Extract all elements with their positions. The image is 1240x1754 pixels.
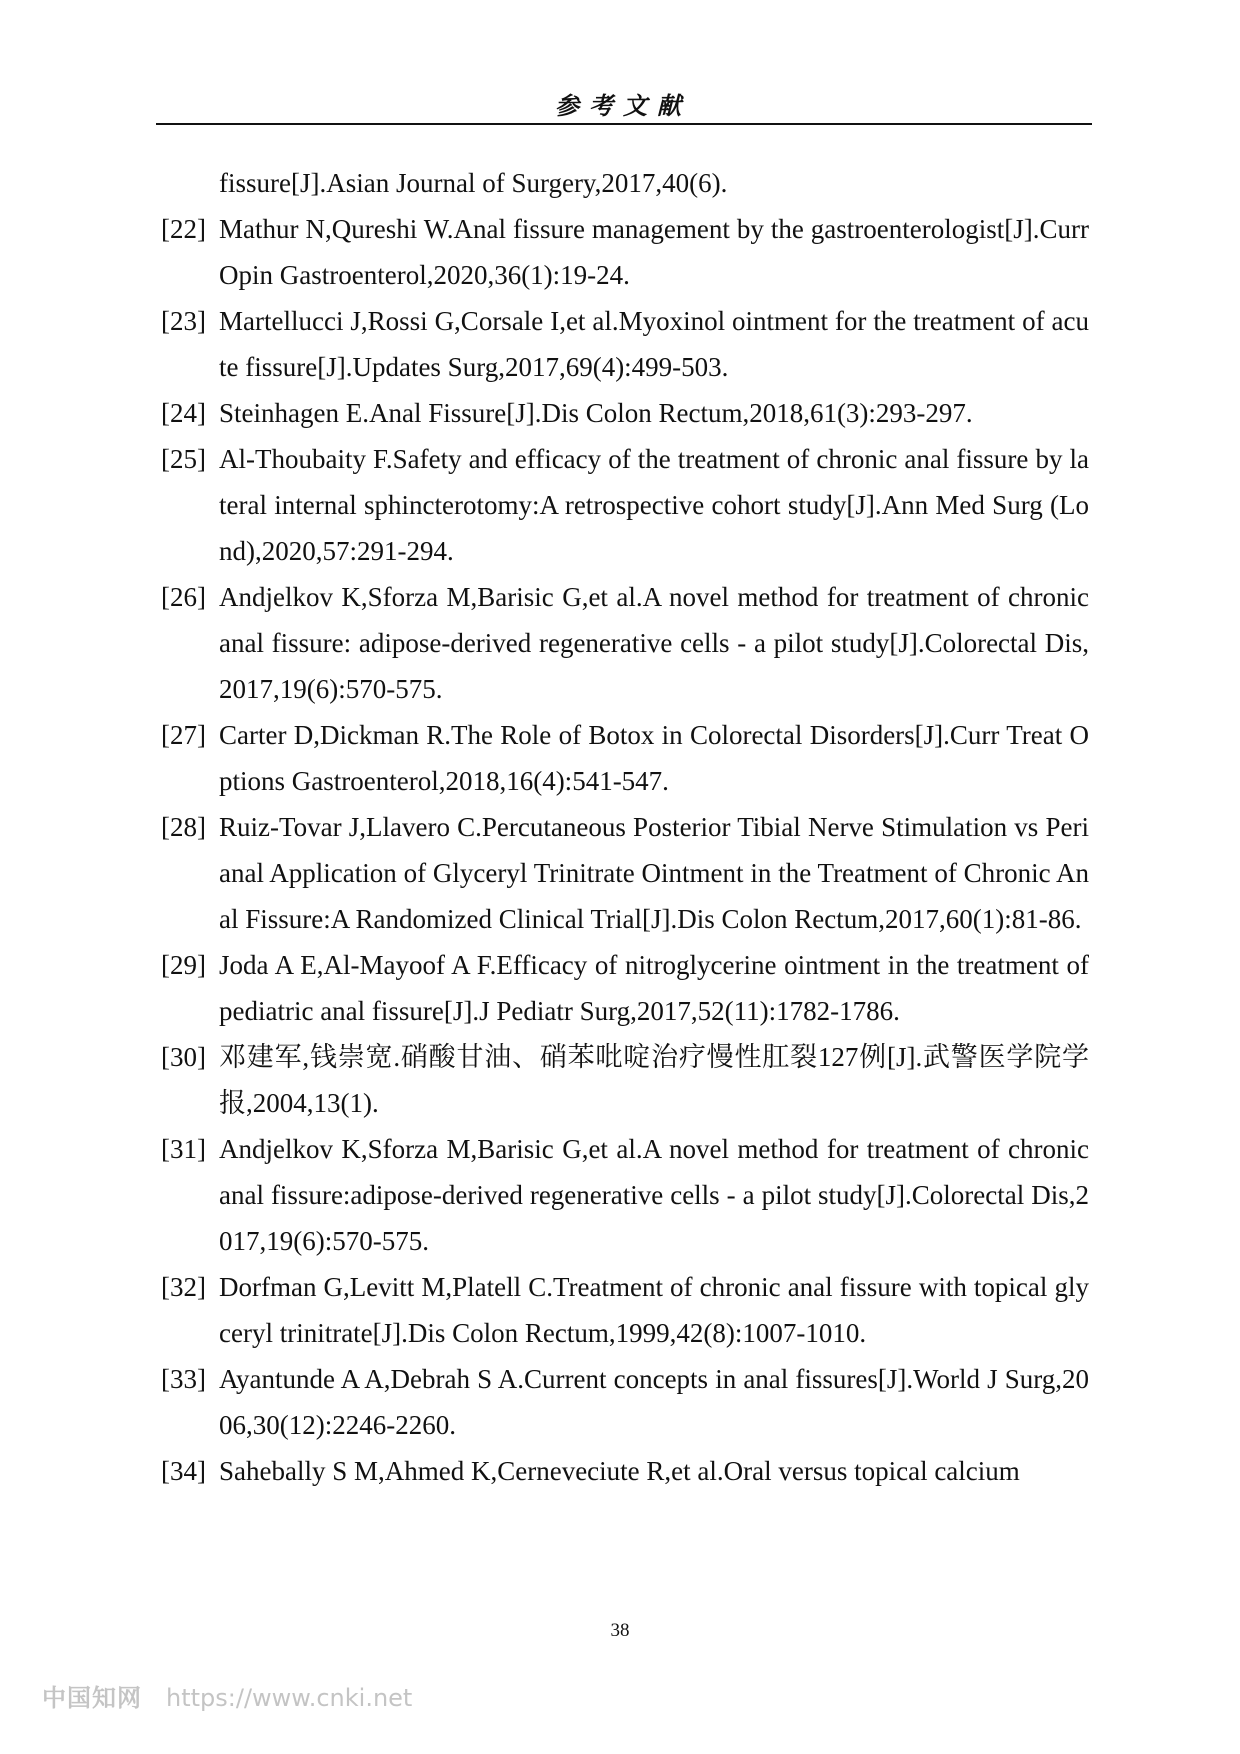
reference-item [0, 1126, 1240, 1264]
reference-number: [27] [161, 720, 206, 750]
reference-number: [34] [161, 1456, 206, 1486]
reference-list [0, 160, 1240, 1494]
reference-number: [23] [161, 306, 206, 336]
page-number: 38 [610, 1620, 630, 1641]
reference-item [0, 942, 1240, 1034]
reference-item [0, 436, 1240, 574]
reference-item [0, 574, 1240, 712]
reference-text: Dorfman G,Levitt M,Platell C.Treatment of chronic anal fissure with topical glyceryl trinitrate[J].Dis Colon Rectum,1999,42(8):1007-1010. [219, 1272, 1089, 1348]
reference-text: Andjelkov K,Sforza M,Barisic G,et al.A novel method for treatment of chronic anal fissure:adipose-derived regenerative cells - a pilot study[J].Colorectal Dis,2017,19(6):570-575. [219, 1134, 1089, 1256]
cnki-url: https://www.cnki.net [166, 1684, 413, 1712]
cnki-watermark [42, 1678, 412, 1713]
reference-item [0, 712, 1240, 804]
reference-number: [28] [161, 812, 206, 842]
reference-item [0, 804, 1240, 942]
reference-item [0, 1448, 1240, 1494]
reference-item [0, 1034, 1240, 1126]
reference-text: Andjelkov K,Sforza M,Barisic G,et al.A novel method for treatment of chronic anal fissure: adipose-derived regenerative cells - a pilot study[J].Colorectal Dis,2017,19(6):570-575. [219, 582, 1089, 704]
reference-text: Ayantunde A A,Debrah S A.Current concepts in anal fissures[J].World J Surg,2006,30(12):2246-2260. [219, 1364, 1089, 1440]
cnki-logo-text: 中国知网 [42, 1684, 142, 1712]
reference-number: [31] [161, 1134, 206, 1164]
reference-item [0, 1264, 1240, 1356]
header-rule [156, 123, 1092, 125]
reference-text: Sahebally S M,Ahmed K,Cerneveciute R,et al.Oral versus topical calcium [219, 1456, 1020, 1486]
reference-number: [32] [161, 1272, 206, 1302]
reference-number: [26] [161, 582, 206, 612]
reference-item [0, 298, 1240, 390]
reference-number: [33] [161, 1364, 206, 1394]
reference-number: [22] [161, 214, 206, 244]
reference-number: [29] [161, 950, 206, 980]
reference-item [0, 390, 1240, 436]
reference-item [0, 160, 1240, 206]
reference-text: Ruiz-Tovar J,Llavero C.Percutaneous Posterior Tibial Nerve Stimulation vs Perianal Application of Glyceryl Trinitrate Ointment in the Treatment of Chronic Anal Fissure:A Randomized Clinical Trial[J].Dis Colon Rectum,2017,60(1):81-86. [219, 812, 1089, 934]
page-header-title: 参考文献 [555, 91, 691, 120]
reference-text: Al-Thoubaity F.Safety and efficacy of the treatment of chronic anal fissure by lateral internal sphincterotomy:A retrospective cohort study[J].Ann Med Surg (Lond),2020,57:291-294. [219, 444, 1089, 566]
reference-text: Steinhagen E.Anal Fissure[J].Dis Colon Rectum,2018,61(3):293-297. [219, 398, 973, 428]
reference-number: [30] [161, 1042, 206, 1072]
reference-number: [25] [161, 444, 206, 474]
reference-text: fissure[J].Asian Journal of Surgery,2017,40(6). [219, 168, 728, 198]
reference-text: Mathur N,Qureshi W.Anal fissure management by the gastroenterologist[J].Curr Opin Gastroenterol,2020,36(1):19-24. [219, 214, 1089, 290]
reference-number: [24] [161, 398, 206, 428]
reference-text: Carter D,Dickman R.The Role of Botox in Colorectal Disorders[J].Curr Treat Options Gastroenterol,2018,16(4):541-547. [219, 720, 1089, 796]
reference-text: 邓建军,钱崇宽.硝酸甘油、硝苯吡啶治疗慢性肛裂127例[J].武警医学院学报,2004,13(1). [219, 1042, 1089, 1118]
reference-text: Martellucci J,Rossi G,Corsale I,et al.Myoxinol ointment for the treatment of acute fissure[J].Updates Surg,2017,69(4):499-503. [219, 306, 1089, 382]
reference-item [0, 206, 1240, 298]
reference-item [0, 1356, 1240, 1448]
reference-text: Joda A E,Al-Mayoof A F.Efficacy of nitroglycerine ointment in the treatment of pediatric anal fissure[J].J Pediatr Surg,2017,52(11):1782-1786. [219, 950, 1089, 1026]
